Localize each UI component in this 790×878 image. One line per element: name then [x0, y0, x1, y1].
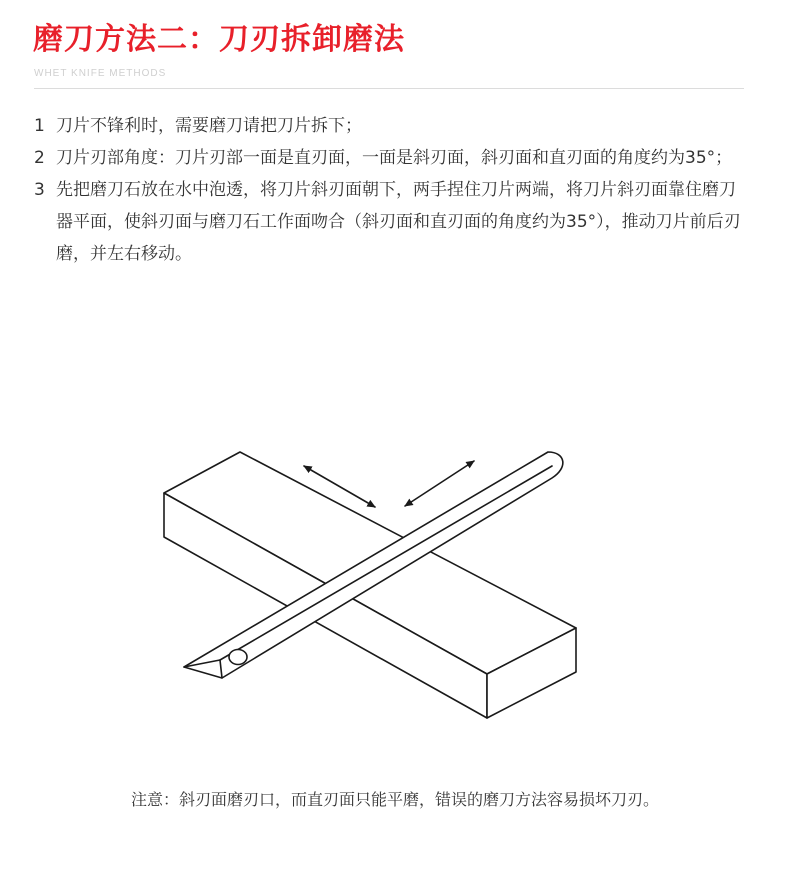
step-item — [34, 142, 750, 174]
page-title: 磨刀方法二：刀刃拆卸磨法 — [33, 22, 405, 57]
title-divider — [34, 88, 744, 89]
step-number: 3 — [34, 180, 45, 200]
step-text: 刀片刃部角度：刀片刃部一面是直刃面，一面是斜刃面，斜刃面和直刃面的角度约为35°； — [56, 148, 733, 168]
sharpening-illustration — [150, 440, 590, 730]
step-number: 1 — [34, 116, 45, 136]
steps-list — [34, 110, 750, 270]
step-item — [34, 110, 750, 142]
page-subtitle: WHET KNIFE METHODS — [34, 68, 167, 79]
note-text: 注意：斜刃面磨刃口，而直刃面只能平磨，错误的磨刀方法容易损坏刀刃。 — [130, 790, 659, 809]
step-number: 2 — [34, 148, 45, 168]
step-text: 先把磨刀石放在水中泡透，将刀片斜刃面朝下，两手捏住刀片两端，将刀片斜刃面靠住磨刀器平面，使斜刃面与磨刀石工作面吻合（斜刃面和直刃面的角度约为35°），推动刀片前后刃磨，并左右移动。 — [56, 180, 741, 264]
step-text: 刀片不锋利时，需要磨刀请把刀片拆下； — [56, 116, 362, 136]
step-item — [34, 174, 750, 270]
